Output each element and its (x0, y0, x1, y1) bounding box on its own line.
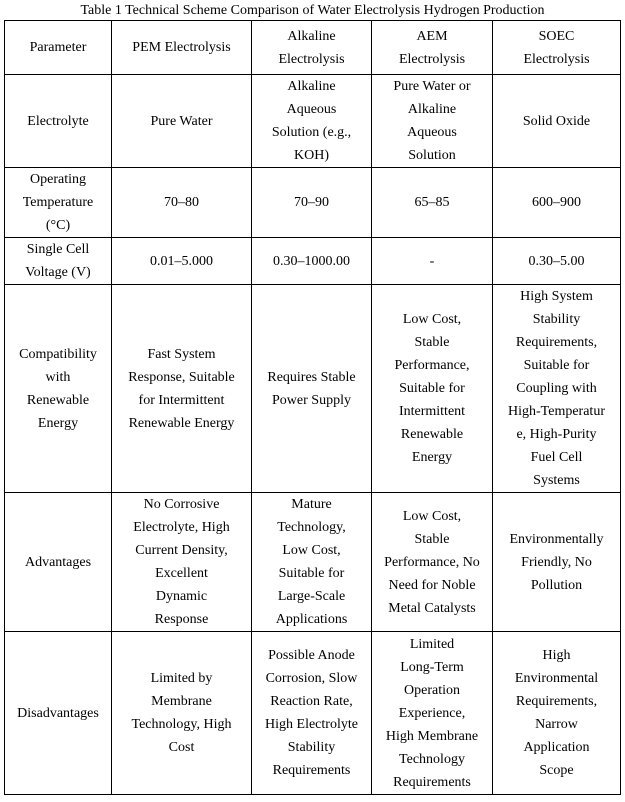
table-cell: Mature Technology, Low Cost, Suitable for Large-Scale Applications (252, 493, 372, 632)
header-cell: SOEC Electrolysis (493, 21, 621, 75)
table-cell: 70–80 (112, 168, 252, 238)
table-cell: Requires Stable Power Supply (252, 285, 372, 493)
parameter-cell: Advantages (5, 493, 112, 632)
parameter-cell: Single Cell Voltage (V) (5, 238, 112, 285)
table-cell: 65–85 (372, 168, 493, 238)
table-cell: - (372, 238, 493, 285)
table-cell: Low Cost, Stable Performance, Suitable for Intermittent Renewable Energy (372, 285, 493, 493)
table-cell: 70–90 (252, 168, 372, 238)
header-cell: Alkaline Electrolysis (252, 21, 372, 75)
header-cell: AEM Electrolysis (372, 21, 493, 75)
table-cell: 0.01–5.000 (112, 238, 252, 285)
table-row (5, 285, 621, 493)
table-row (5, 168, 621, 238)
table-cell: High Environmental Requirements, Narrow Application Scope (493, 632, 621, 795)
table-row (5, 75, 621, 168)
table-cell: Low Cost, Stable Performance, No Need for Noble Metal Catalysts (372, 493, 493, 632)
table-cell: Pure Water (112, 75, 252, 168)
table-cell: Alkaline Aqueous Solution (e.g., KOH) (252, 75, 372, 168)
table-cell: Solid Oxide (493, 75, 621, 168)
table-row (5, 493, 621, 632)
table-cell: 0.30–5.00 (493, 238, 621, 285)
table-cell: Fast System Response, Suitable for Intermittent Renewable Energy (112, 285, 252, 493)
table-cell: High System Stability Requirements, Suitable for Coupling with High-Temperatur e, High-Purity Fuel Cell Systems (493, 285, 621, 493)
table-cell: Limited by Membrane Technology, High Cost (112, 632, 252, 795)
comparison-table (4, 20, 621, 795)
table-cell: No Corrosive Electrolyte, High Current Density, Excellent Dynamic Response (112, 493, 252, 632)
table-cell: 0.30–1000.00 (252, 238, 372, 285)
parameter-cell: Compatibility with Renewable Energy (5, 285, 112, 493)
table-row (5, 238, 621, 285)
parameter-cell: Disadvantages (5, 632, 112, 795)
header-cell: Parameter (5, 21, 112, 75)
table-cell: 600–900 (493, 168, 621, 238)
table-cell: Environmentally Friendly, No Pollution (493, 493, 621, 632)
table-cell: Pure Water or Alkaline Aqueous Solution (372, 75, 493, 168)
table-caption: Table 1 Technical Scheme Comparison of Water Electrolysis Hydrogen Production (80, 3, 545, 18)
table-row (5, 632, 621, 795)
header-row (5, 21, 621, 75)
table-cell: Limited Long-Term Operation Experience, High Membrane Technology Requirements (372, 632, 493, 795)
parameter-cell: Operating Temperature (°C) (5, 168, 112, 238)
table-cell: Possible Anode Corrosion, Slow Reaction Rate, High Electrolyte Stability Requirements (252, 632, 372, 795)
header-cell: PEM Electrolysis (112, 21, 252, 75)
parameter-cell: Electrolyte (5, 75, 112, 168)
